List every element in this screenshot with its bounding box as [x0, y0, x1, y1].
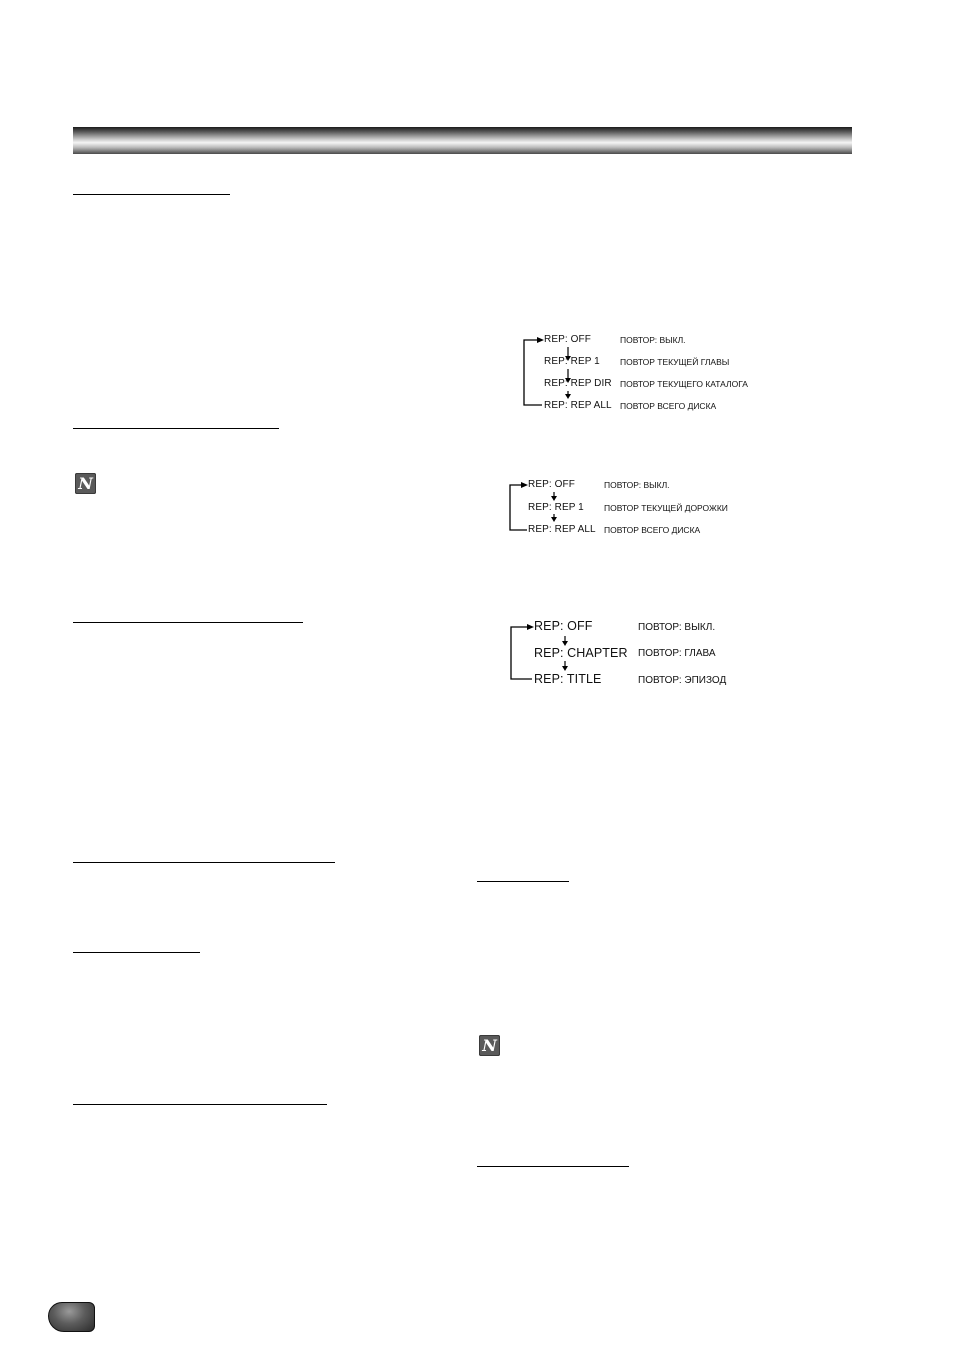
section-header-bar [73, 127, 852, 154]
diagram3-row-code: REP: CHAPTER [534, 646, 628, 660]
page-number-tab [48, 1302, 95, 1332]
repeat-diagram-3 [505, 619, 745, 689]
heading-underline-4 [73, 862, 335, 863]
diagram2-row-label: ПОВТОР ВСЕГО ДИСКА [604, 525, 701, 535]
diagram1-row-label: ПОВТОР ТЕКУЩЕГО КАТАЛОГА [620, 379, 748, 389]
diagram1-row-code: REP: REP 1 [544, 356, 600, 367]
diagram3-row-label: ПОВТОР: ВЫКЛ. [638, 622, 716, 633]
diagram1-row-label: ПОВТОР ТЕКУЩЕЙ ГЛАВЫ [620, 357, 730, 367]
diagram3-row-label: ПОВТОР: ЭПИЗОД [638, 675, 727, 686]
diagram1-row-label: ПОВТОР: ВЫКЛ. [620, 335, 686, 345]
diagram2-row-code: REP: REP ALL [528, 524, 596, 535]
heading-underline-6 [73, 1104, 327, 1105]
heading-underline-3 [73, 622, 303, 623]
heading-underline-8 [477, 1166, 629, 1167]
heading-underline-7 [477, 881, 569, 882]
diagram1-row-label: ПОВТОР ВСЕГО ДИСКА [620, 401, 717, 411]
diagram1-row-code: REP: OFF [544, 334, 591, 345]
heading-underline-5 [73, 952, 200, 953]
diagram2-row-code: REP: OFF [528, 479, 575, 490]
heading-underline-2 [73, 428, 279, 429]
diagram3-row-code: REP: OFF [534, 619, 593, 633]
diagram1-row-code: REP: REP ALL [544, 400, 612, 411]
diagram2-row-code: REP: REP 1 [528, 502, 584, 513]
repeat-diagram-1 [518, 332, 758, 416]
diagram3-row-code: REP: TITLE [534, 672, 602, 686]
repeat-diagram-2 [504, 477, 744, 539]
diagram2-row-label: ПОВТОР ТЕКУЩЕЙ ДОРОЖКИ [604, 503, 728, 513]
diagram3-row-label: ПОВТОР: ГЛАВА [638, 648, 716, 659]
note-icon: N [75, 473, 96, 494]
diagram2-row-label: ПОВТОР: ВЫКЛ. [604, 480, 670, 490]
note-icon: N [479, 1035, 500, 1056]
heading-underline-1 [73, 194, 230, 195]
diagram1-row-code: REP: REP DIR [544, 378, 612, 389]
